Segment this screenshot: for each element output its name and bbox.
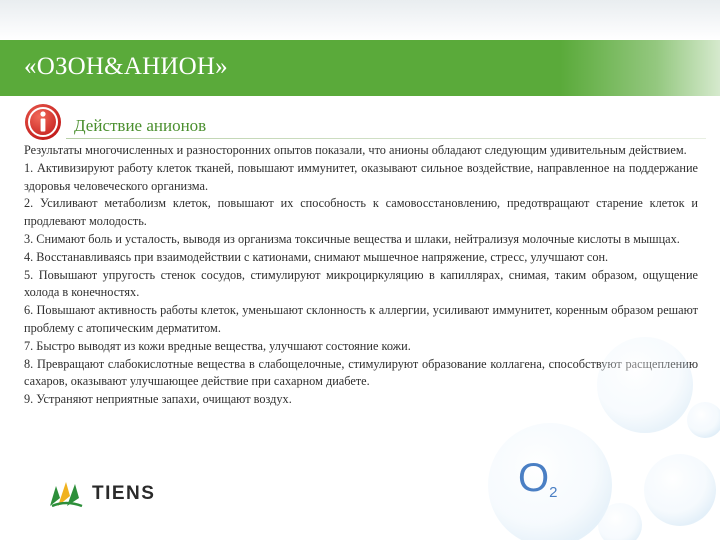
effect-item-7: 7. Быстро выводят из кожи вредные вещества, улучшают состояние кожи.	[24, 338, 411, 353]
o2-subscript: 2	[549, 484, 558, 501]
top-gradient	[0, 0, 720, 40]
o2-symbol	[518, 458, 557, 507]
section-subtitle: Действие анионов	[74, 116, 207, 135]
tiens-logo-mark	[48, 480, 84, 510]
tiens-logo-text: TIENS	[92, 483, 156, 504]
effect-item-2: 2. Усиливают метаболизм клеток, повышают их способность к самовосстановлению, предотвращают старение клеток и продлевают молодость.	[24, 196, 698, 229]
info-icon	[24, 103, 62, 141]
effect-item-6: 6. Повышают активность работы клеток, уменьшают склонность к аллергии, усиливают иммунитет, коренным образом решают проблему с атопическим дерматитом.	[24, 303, 698, 335]
effect-item-3: 3. Снимают боль и усталость, выводя из организма токсичные вещества и шлаки, нейтрализуя молочные кислоты в мышцах.	[24, 231, 680, 246]
bubbles-decoration	[480, 300, 720, 540]
effect-item-1: 1. Активизируют работу клеток тканей, повышают иммунитет, оказывают сильное воздействие, направленное на поддержание здоровья человеческого организма.	[24, 160, 698, 193]
title-band-shine	[560, 40, 720, 96]
effect-item-8: 8. Превращают слабокислотные вещества в слабощелочные, стимулируют образование коллагена, способствуют расщеплению сахаров, оказывают улучшающее действие при сахарном диабете.	[24, 356, 698, 389]
effect-item-9: 9. Устраняют неприятные запахи, очищают воздух.	[24, 392, 292, 407]
slide-title: «ОЗОН&АНИОН»	[24, 53, 228, 80]
o2-letter: O	[518, 456, 550, 500]
effect-item-5: 5. Повышают упругость стенок сосудов, стимулируют микроциркуляцию в капиллярах, снимая, таким образом, ощущение холода в конечностях.	[24, 267, 698, 300]
subtitle-underline	[66, 138, 706, 139]
intro-paragraph: Результаты многочисленных и разносторонних опытов показали, что анионы обладают следующим удивительным действием.	[24, 143, 687, 157]
effect-item-4: 4. Восстанавливаясь при взаимодействии с катионами, снимают мышечное напряжение, стресс, улучшают сон.	[24, 249, 609, 264]
